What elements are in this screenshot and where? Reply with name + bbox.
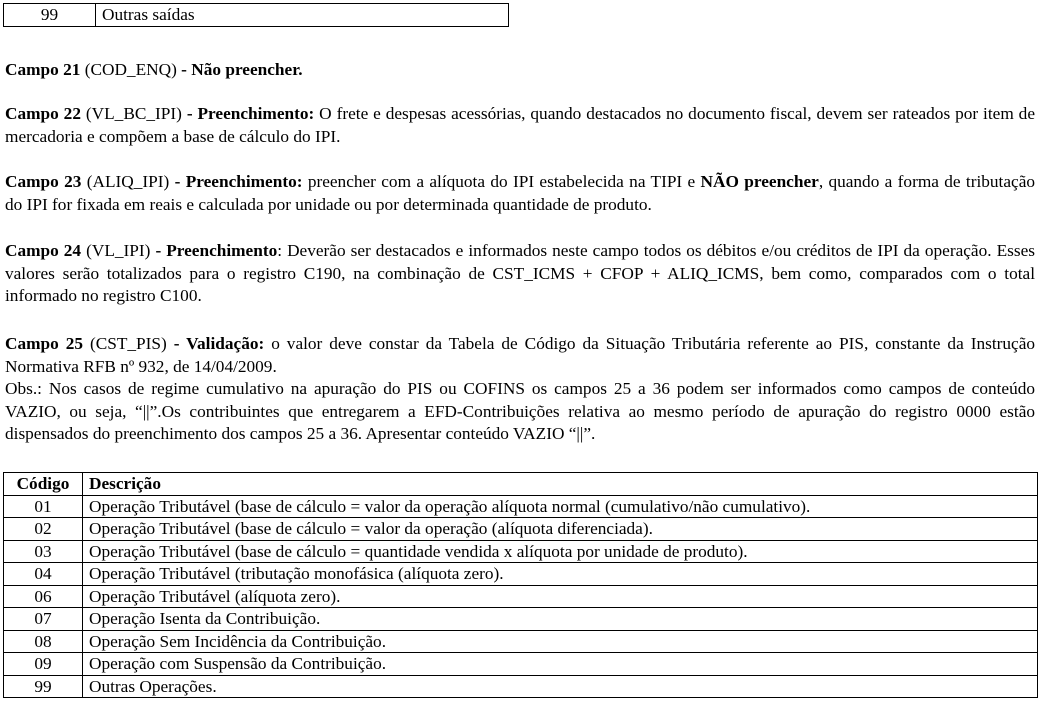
campo-label: Campo 23 (5, 172, 82, 191)
code-cell: 04 (4, 563, 83, 586)
table-header-row (4, 473, 1038, 496)
campo-field: (VL_IPI) (81, 241, 156, 260)
code-cell: 09 (4, 653, 83, 676)
description-cell: Operação Sem Incidência da Contribuição. (83, 630, 1038, 653)
description-cell: Operação com Suspensão da Contribuição. (83, 653, 1038, 676)
code-cell: 99 (4, 4, 96, 27)
description-cell: Operação Tributável (base de cálculo = valor da operação (alíquota diferenciada). (83, 518, 1038, 541)
campo-text: o valor deve constar da Tabela de Código da Situação Tributária referente ao PIS, constante da Instrução Normativa RFB nº 932, de 14/04/2009. (5, 334, 1035, 376)
campo-25-paragraph (5, 333, 1035, 446)
description-cell: Operação Tributável (tributação monofásica (alíquota zero). (83, 563, 1038, 586)
campo-22-paragraph (5, 103, 1035, 148)
description-column-header: Descrição (83, 473, 1038, 496)
table-row (4, 653, 1038, 676)
campo-field: (COD_ENQ) (80, 60, 182, 79)
code-cell: 07 (4, 608, 83, 631)
campo-text: , quando a forma de tributação do IPI for fixada em reais e calculada por unidade ou por determinada quantidade de produto. (5, 172, 1036, 214)
description-cell: Operação Tributável (base de cálculo = valor da operação alíquota normal (cumulativo/não cumulativo). (83, 495, 1038, 518)
code-cell: 08 (4, 630, 83, 653)
campo-rule: - Não preencher. (181, 60, 303, 79)
campo-label: Campo 25 (5, 334, 84, 353)
campo-label: Campo 22 (5, 104, 81, 123)
code-cell: 06 (4, 585, 83, 608)
campo-21-paragraph (5, 59, 1035, 82)
code-cell: 01 (4, 495, 83, 518)
observation-note: Obs.: Nos casos de regime cumulativo na apuração do PIS ou COFINS os campos 25 a 36 podem ser informados como campos de conteúdo VAZIO, ou seja, “||”.Os contribuintes que entregarem a EFD-Contribuições relativa ao mesmo período de apuração do registro 0000 estão dispensados do preenchimento dos campos 25 a 36. Apresentar conteúdo VAZIO “||”. (5, 379, 1035, 443)
table-row (4, 518, 1038, 541)
campo-rule: - Preenchimento: (186, 104, 315, 123)
campo-text: : Deverão ser destacados e informados neste campo todos os débitos e/ou créditos de IPI da operação. Esses valores serão totalizados para o registro C190, na combinação de CST_ICMS + CFOP + ALIQ_ICMS, bem como, comparados com o total informado no registro C100. (5, 241, 1035, 305)
description-cell: Operação Isenta da Contribuição. (83, 608, 1038, 631)
campo-emphasis: NÃO preencher (700, 172, 819, 191)
campo-text: preencher com a alíquota do IPI estabelecida na TIPI e (302, 172, 701, 191)
campo-label: Campo 21 (5, 60, 81, 79)
campo-text: O frete e despesas acessórias, quando destacados no documento fiscal, devem ser rateados por item de mercadoria e compõem a base de cálculo do IPI. (5, 104, 1035, 146)
code-cell: 99 (4, 675, 83, 698)
table-row (4, 495, 1038, 518)
description-cell: Outras Operações. (83, 675, 1038, 698)
previous-codes-table (3, 3, 509, 27)
campo-rule: - Validação: (173, 334, 265, 353)
table-row (4, 563, 1038, 586)
code-cell: 03 (4, 540, 83, 563)
campo-rule: - Preenchimento: (174, 172, 303, 191)
table-row (4, 540, 1038, 563)
table-row (4, 585, 1038, 608)
campo-label: Campo 24 (5, 241, 82, 260)
campo-field: (VL_BC_IPI) (80, 104, 187, 123)
code-cell: 02 (4, 518, 83, 541)
campo-field: (ALIQ_IPI) (81, 172, 175, 191)
table-row (4, 4, 509, 27)
description-cell: Operação Tributável (base de cálculo = quantidade vendida x alíquota por unidade de produto). (83, 540, 1038, 563)
description-cell: Outras saídas (96, 4, 509, 27)
code-column-header: Código (4, 473, 83, 496)
description-cell: Operação Tributável (alíquota zero). (83, 585, 1038, 608)
campo-field: (CST_PIS) (83, 334, 174, 353)
campo-24-paragraph (5, 240, 1035, 308)
campo-rule: - Preenchimento (155, 241, 278, 260)
table-row (4, 608, 1038, 631)
campo-23-paragraph (5, 171, 1035, 216)
cst-pis-table (3, 472, 1038, 698)
table-row (4, 630, 1038, 653)
table-row (4, 675, 1038, 698)
